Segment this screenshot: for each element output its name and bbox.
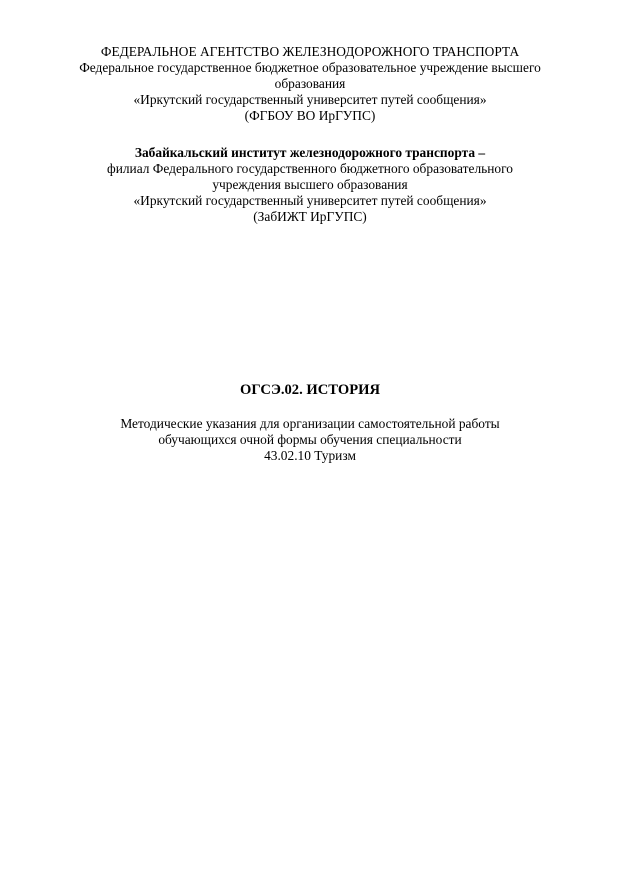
institution-header [0, 44, 620, 124]
description-line1: Методические указания для организации самостоятельной работы [120, 416, 500, 431]
branch-university-name: «Иркутский государственный университет путей сообщения» [133, 193, 487, 208]
document-title-block [0, 381, 620, 399]
description-specialty: 43.02.10 Туризм [264, 448, 356, 463]
institution-type-line2: образования [274, 76, 346, 91]
university-abbreviation: (ФГБОУ ВО ИрГУПС) [244, 108, 376, 123]
agency-name: ФЕДЕРАЛЬНОЕ АГЕНТСТВО ЖЕЛЕЗНОДОРОЖНОГО ТРАНСПОРТА [100, 44, 520, 59]
description-line2: обучающихся очной формы обучения специальности [158, 432, 462, 447]
university-name: «Иркутский государственный университет путей сообщения» [133, 92, 487, 107]
branch-header [0, 145, 620, 225]
document-description [0, 416, 620, 464]
institution-type-line1: Федеральное государственное бюджетное образовательное учреждение высшего [79, 60, 541, 75]
branch-name: Забайкальский институт железнодорожного транспорта – [134, 145, 486, 160]
branch-abbreviation: (ЗабИЖТ ИрГУПС) [253, 209, 367, 224]
branch-description-line1: филиал Федерального государственного бюджетного образовательного [107, 161, 513, 176]
document-title: ОГСЭ.02. ИСТОРИЯ [239, 382, 380, 398]
branch-description-line2: учреждения высшего образования [212, 177, 408, 192]
